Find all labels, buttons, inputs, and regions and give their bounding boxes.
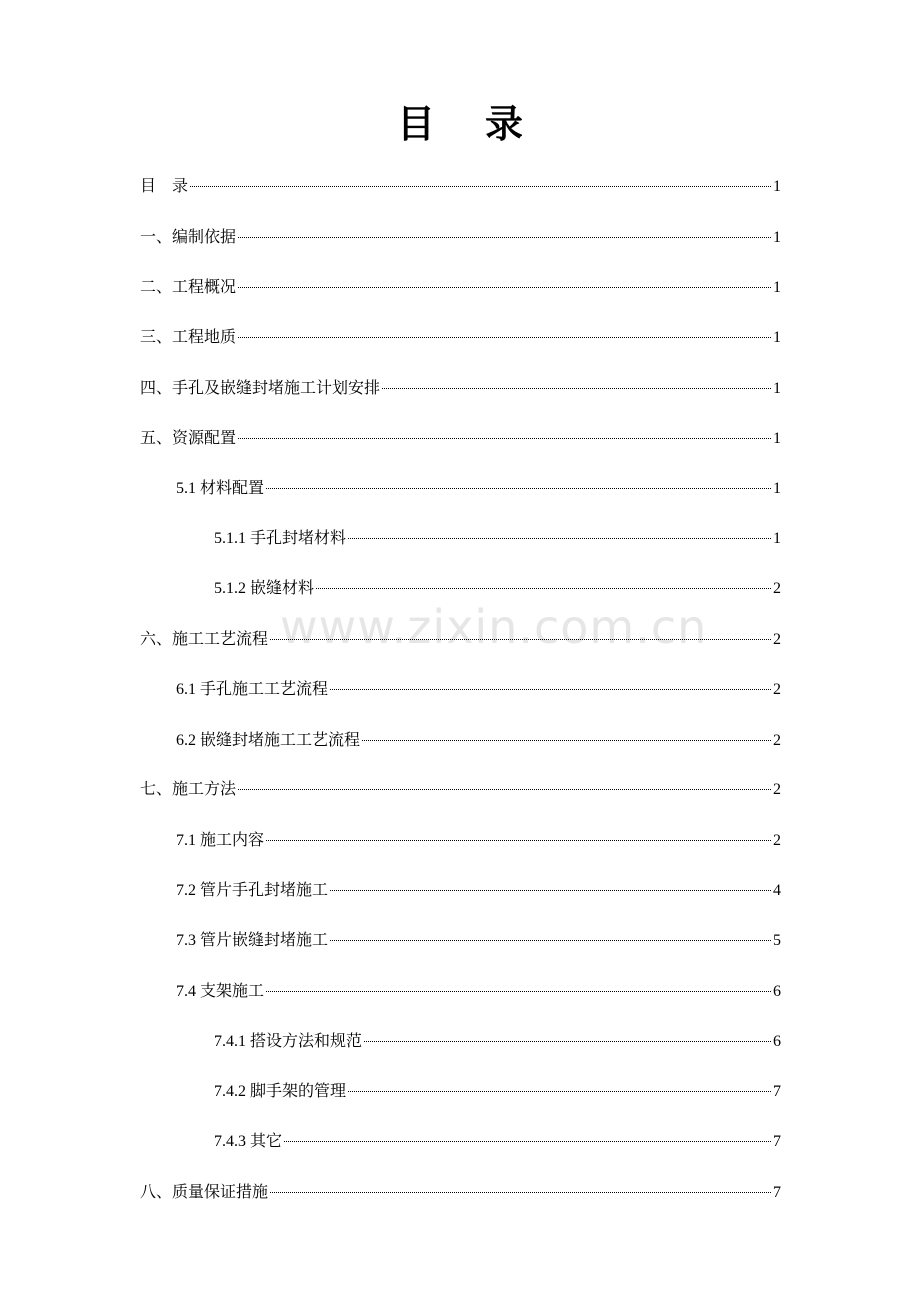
toc-entry-label: 管片嵌缝封堵施工	[200, 930, 329, 949]
toc-entry[interactable]	[176, 828, 781, 852]
toc-leader-dots	[270, 639, 771, 640]
toc-entry[interactable]	[140, 627, 781, 651]
toc-leader-dots	[190, 186, 771, 187]
toc-entry-page: 2	[773, 681, 781, 698]
toc-entry-page: 1	[773, 530, 781, 547]
toc-entry-label: 手孔施工工艺流程	[200, 679, 329, 698]
toc-leader-dots	[238, 287, 771, 288]
title-char-left: 目	[396, 102, 435, 146]
toc-leader-dots	[348, 1091, 771, 1092]
toc-entry-label: 六、施工工艺流程	[140, 629, 269, 648]
toc-entry-page: 6	[773, 1033, 781, 1050]
toc-entry-label: 七、施工方法	[140, 779, 237, 798]
toc-entry-page: 1	[773, 329, 781, 346]
toc-entry-page: 2	[773, 781, 781, 798]
toc-entry-label: 手孔封堵材料	[250, 528, 347, 547]
toc-leader-dots	[330, 689, 771, 690]
toc-leader-dots	[238, 789, 771, 790]
toc-leader-dots	[362, 740, 771, 741]
toc-entry-label: 脚手架的管理	[250, 1081, 347, 1100]
toc-entry-page: 1	[773, 178, 781, 195]
toc-entry-page: 1	[773, 279, 781, 296]
toc-leader-dots	[316, 588, 771, 589]
title-char-right: 录	[485, 102, 524, 146]
toc-leader-dots	[238, 237, 771, 238]
toc-leader-dots	[330, 890, 771, 891]
watermark: www.zixin.com.cn	[280, 600, 708, 654]
toc-entry-label: 一、编制依据	[140, 227, 237, 246]
toc-entry[interactable]	[140, 174, 781, 198]
toc-leader-dots	[266, 488, 771, 489]
toc-entry-page: 1	[773, 229, 781, 246]
toc-entry-label: 八、质量保证措施	[140, 1182, 269, 1201]
toc-entry[interactable]	[176, 878, 781, 902]
toc-entry-label: 三、工程地质	[140, 327, 237, 346]
toc-entry-label: 材料配置	[200, 478, 265, 497]
toc-entry-page: 7	[773, 1184, 781, 1201]
toc-entry-page: 2	[773, 832, 781, 849]
toc-entry[interactable]	[214, 1029, 781, 1053]
toc-entry-number: 7.4.2	[214, 1083, 246, 1100]
toc-entry-page: 2	[773, 631, 781, 648]
toc-leader-dots	[284, 1141, 771, 1142]
toc-entry-number: 7.1	[176, 832, 196, 849]
toc-entry[interactable]	[214, 576, 781, 600]
toc-leader-dots	[266, 840, 771, 841]
toc-entry[interactable]	[176, 728, 781, 752]
toc-entry-label: 搭设方法和规范	[250, 1031, 363, 1050]
toc-entry-number: 7.3	[176, 932, 196, 949]
toc-leader-dots	[270, 1192, 771, 1193]
toc-leader-dots	[238, 438, 771, 439]
toc-entry[interactable]	[176, 979, 781, 1003]
toc-entry-label: 嵌缝封堵施工工艺流程	[200, 730, 361, 749]
toc-entry-page: 1	[773, 480, 781, 497]
toc-entry-label: 目 录	[140, 176, 189, 195]
toc-entry-label: 其它	[250, 1131, 283, 1150]
toc-entry-number: 7.4.3	[214, 1133, 246, 1150]
toc-entry[interactable]	[214, 526, 781, 550]
toc-entry[interactable]	[140, 275, 781, 299]
toc-entry[interactable]	[176, 476, 781, 500]
toc-entry-number: 5.1.1	[214, 530, 246, 547]
toc-entry-number: 7.4	[176, 983, 196, 1000]
toc-entry-page: 4	[773, 882, 781, 899]
toc-leader-dots	[238, 337, 771, 338]
toc-entry[interactable]	[140, 376, 781, 400]
toc-entry-number: 7.4.1	[214, 1033, 246, 1050]
toc-entry-number: 5.1.2	[214, 580, 246, 597]
toc-entry[interactable]	[214, 1129, 781, 1153]
toc-entry-page: 6	[773, 983, 781, 1000]
toc-entry-number: 6.2	[176, 732, 196, 749]
toc-entry-label: 管片手孔封堵施工	[200, 880, 329, 899]
toc-leader-dots	[266, 991, 771, 992]
toc-entry-label: 施工内容	[200, 830, 265, 849]
toc-leader-dots	[330, 940, 771, 941]
toc-entry[interactable]	[140, 325, 781, 349]
toc-entry[interactable]	[176, 677, 781, 701]
toc-entry[interactable]	[140, 426, 781, 450]
toc-entry-page: 1	[773, 380, 781, 397]
toc-entry-page: 5	[773, 932, 781, 949]
toc-entry[interactable]	[140, 225, 781, 249]
toc-entry-number: 6.1	[176, 681, 196, 698]
toc-leader-dots	[382, 388, 771, 389]
toc-entry[interactable]	[140, 1180, 781, 1204]
toc-entry-page: 1	[773, 430, 781, 447]
toc-entry-label: 嵌缝材料	[250, 578, 315, 597]
toc-entry-number: 5.1	[176, 480, 196, 497]
toc-entry[interactable]	[140, 777, 781, 801]
toc-entry-number: 7.2	[176, 882, 196, 899]
toc-entry-label: 四、手孔及嵌缝封堵施工计划安排	[140, 378, 381, 397]
toc-entry-page: 7	[773, 1133, 781, 1150]
toc-entry-page: 2	[773, 732, 781, 749]
toc-leader-dots	[348, 538, 771, 539]
toc-entry-label: 支架施工	[200, 981, 265, 1000]
toc-entry[interactable]	[176, 928, 781, 952]
toc-entry-label: 五、资源配置	[140, 428, 237, 447]
toc-entry-page: 2	[773, 580, 781, 597]
toc-leader-dots	[364, 1041, 771, 1042]
toc-entry-page: 7	[773, 1083, 781, 1100]
toc-entry-label: 二、工程概况	[140, 277, 237, 296]
toc-entry[interactable]	[214, 1079, 781, 1103]
